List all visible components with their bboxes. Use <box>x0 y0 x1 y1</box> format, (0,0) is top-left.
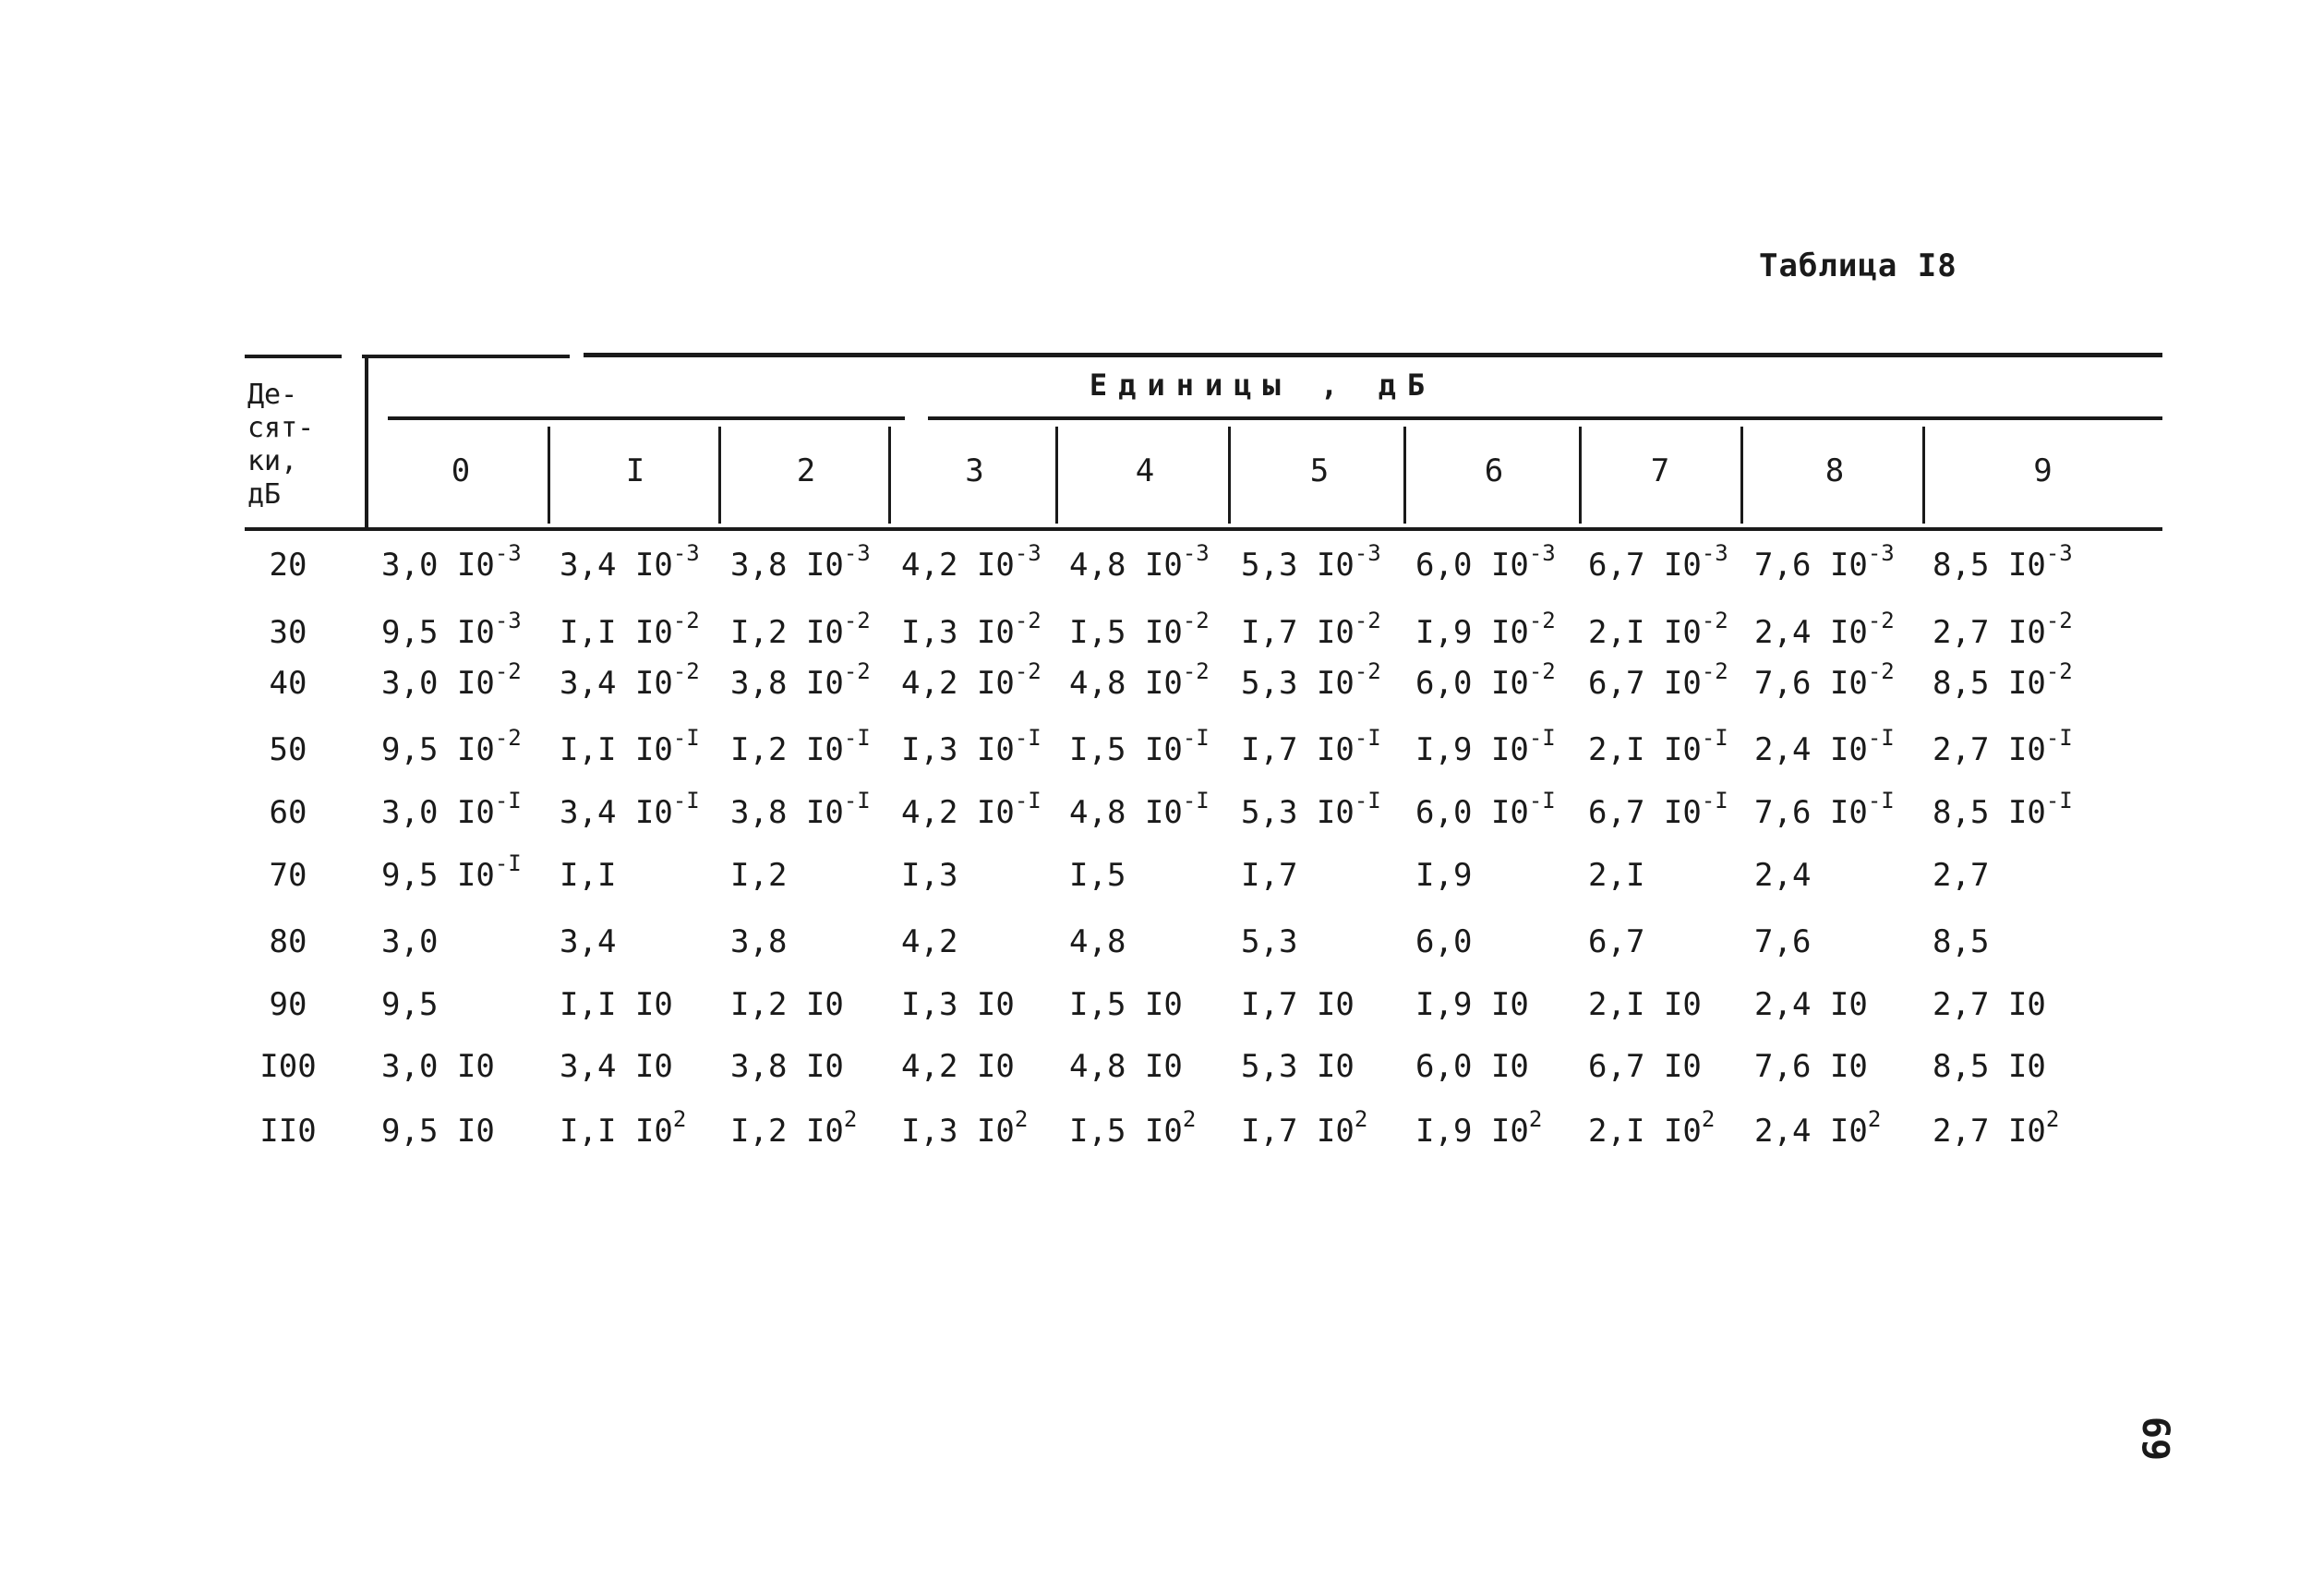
row-label: 30 <box>269 614 307 651</box>
cell-exponent: -I <box>2045 724 2073 751</box>
table-cell <box>1069 857 1126 894</box>
units-underline-right <box>928 416 2162 420</box>
table-cell <box>1069 607 1210 651</box>
cell-mantissa: 3,0 I0 <box>381 547 495 584</box>
table-cell <box>1933 724 2073 768</box>
table-cell <box>381 850 522 894</box>
cell-mantissa: 3,4 <box>560 923 617 960</box>
cell-mantissa: 6,7 I0 <box>1588 665 1702 702</box>
cell-mantissa: 2,I I0 <box>1588 986 1702 1023</box>
table-cell <box>730 857 787 894</box>
cell-mantissa: 6,7 I0 <box>1588 794 1702 831</box>
cell-mantissa: I,9 I0 <box>1415 986 1529 1023</box>
table-cell <box>1415 787 1556 831</box>
cell-mantissa: 6,7 I0 <box>1588 547 1702 584</box>
cell-mantissa: 4,8 I0 <box>1069 794 1183 831</box>
cell-mantissa: I,5 I0 <box>1069 1113 1183 1150</box>
table-cell <box>1415 986 1529 1023</box>
table-cell <box>1241 986 1355 1023</box>
table-cell <box>901 1048 1015 1085</box>
cell-exponent: -2 <box>843 607 871 633</box>
row-label: 50 <box>269 731 307 768</box>
cell-mantissa: 5,3 I0 <box>1241 547 1355 584</box>
cell-mantissa: 9,5 <box>381 986 439 1023</box>
cell-mantissa: 4,8 <box>1069 923 1126 960</box>
table-cell <box>1754 1105 1882 1150</box>
table-cell <box>1241 1105 1368 1150</box>
cell-exponent: -2 <box>1528 607 1556 633</box>
cell-exponent: -I <box>843 724 871 751</box>
table-cell <box>1069 923 1126 960</box>
table-cell <box>901 607 1042 651</box>
row-label: 20 <box>269 547 307 584</box>
row-label: I00 <box>259 1048 317 1085</box>
cell-exponent: -I <box>1182 724 1210 751</box>
table-cell <box>1588 1048 1702 1085</box>
cell-exponent: 2 <box>1528 1105 1543 1132</box>
column-header: 6 <box>1484 452 1504 489</box>
cell-exponent: -2 <box>1354 607 1381 633</box>
cell-mantissa: 8,5 I0 <box>1933 665 2046 702</box>
cell-mantissa: 3,8 I0 <box>730 1048 844 1085</box>
cell-mantissa: 2,I I0 <box>1588 731 1702 768</box>
cell-mantissa: 4,2 I0 <box>901 665 1015 702</box>
table-cell <box>1069 986 1183 1023</box>
table-cell <box>1933 1048 2046 1085</box>
table-cell <box>1754 923 1811 960</box>
table-cell <box>1933 657 2073 702</box>
cell-exponent: -2 <box>1014 657 1042 684</box>
cell-exponent: -I <box>494 850 522 876</box>
cell-mantissa: 9,5 I0 <box>381 731 495 768</box>
cell-exponent: 2 <box>1701 1105 1716 1132</box>
table-cell <box>1754 787 1895 831</box>
cell-mantissa: 2,7 I0 <box>1933 986 2046 1023</box>
cell-mantissa: 2,4 <box>1754 857 1812 894</box>
cell-mantissa: 9,5 I0 <box>381 614 495 651</box>
cell-mantissa: I,7 I0 <box>1241 986 1355 1023</box>
table-cell <box>381 539 522 584</box>
table-cell <box>381 1048 495 1085</box>
table-cell <box>381 657 522 702</box>
cell-mantissa: 6,0 I0 <box>1415 665 1529 702</box>
table-cell <box>1933 857 1989 894</box>
column-header: 5 <box>1309 452 1330 489</box>
table-cell <box>730 1105 858 1150</box>
cell-exponent: -I <box>1182 787 1210 814</box>
cell-mantissa: 8,5 I0 <box>1933 794 2046 831</box>
table-title: Таблица I8 <box>1759 247 1957 284</box>
cell-mantissa: 2,7 <box>1933 857 1990 894</box>
table-cell <box>1415 657 1556 702</box>
cell-mantissa: 4,2 I0 <box>901 547 1015 584</box>
table-cell <box>560 923 616 960</box>
table-cell <box>1754 986 1868 1023</box>
cell-exponent: -3 <box>1014 539 1042 566</box>
cell-mantissa: I,I <box>560 857 617 894</box>
cell-exponent: -I <box>672 787 700 814</box>
table-cell <box>560 607 700 651</box>
cell-exponent: -2 <box>1867 657 1895 684</box>
column-header: I <box>625 452 645 489</box>
table-cell <box>1415 724 1556 768</box>
cell-exponent: -I <box>1867 787 1895 814</box>
table-cell <box>901 857 957 894</box>
table-cell <box>901 923 957 960</box>
col-divider-2 <box>718 427 721 524</box>
cell-exponent: -I <box>1014 787 1042 814</box>
cell-mantissa: 3,8 <box>730 923 788 960</box>
cell-mantissa: I,3 I0 <box>901 986 1015 1023</box>
table-cell <box>1415 607 1556 651</box>
cell-exponent: -I <box>494 787 522 814</box>
cell-mantissa: I,3 I0 <box>901 614 1015 651</box>
cell-mantissa: I,7 <box>1241 857 1298 894</box>
cell-exponent: -2 <box>672 607 700 633</box>
table-cell <box>730 657 871 702</box>
table-cell <box>730 1048 844 1085</box>
table-cell <box>1241 607 1381 651</box>
cell-mantissa: I,2 I0 <box>730 1113 844 1150</box>
cell-mantissa: I,7 I0 <box>1241 614 1355 651</box>
table-cell <box>1415 1048 1529 1085</box>
cell-mantissa: I,3 I0 <box>901 1113 1015 1150</box>
cell-exponent: -3 <box>843 539 871 566</box>
cell-exponent: 2 <box>1182 1105 1197 1132</box>
table-cell <box>1754 1048 1868 1085</box>
cell-mantissa: I,7 I0 <box>1241 731 1355 768</box>
table-cell <box>1933 607 2073 651</box>
cell-mantissa: I,I I0 <box>560 1113 673 1150</box>
table-cell <box>1588 857 1644 894</box>
cell-exponent: -I <box>843 787 871 814</box>
cell-exponent: 2 <box>2045 1105 2060 1132</box>
table-cell <box>901 539 1042 584</box>
cell-mantissa: I,2 I0 <box>730 986 844 1023</box>
cell-mantissa: 2,4 I0 <box>1754 1113 1868 1150</box>
cell-exponent: -3 <box>1528 539 1556 566</box>
cell-mantissa: I,5 I0 <box>1069 731 1183 768</box>
cell-exponent: 2 <box>1354 1105 1368 1132</box>
col-divider-8 <box>1740 427 1743 524</box>
cell-mantissa: 3,4 I0 <box>560 665 673 702</box>
cell-exponent: -2 <box>1182 657 1210 684</box>
table-cell <box>1588 724 1728 768</box>
cell-mantissa: I,2 <box>730 857 788 894</box>
table-cell <box>560 1105 687 1150</box>
column-header: 9 <box>2033 452 2053 489</box>
cell-exponent: -I <box>1528 787 1556 814</box>
cell-mantissa: I,I I0 <box>560 614 673 651</box>
cell-mantissa: 6,0 I0 <box>1415 1048 1529 1085</box>
table-cell <box>560 857 616 894</box>
cell-mantissa: 5,3 I0 <box>1241 1048 1355 1085</box>
table-cell <box>1588 923 1644 960</box>
table-cell <box>1933 986 2046 1023</box>
cell-exponent: -I <box>1354 724 1381 751</box>
table-cell <box>730 787 871 831</box>
units-header: Единицы , дБ <box>1089 368 1437 403</box>
header-bottom-rule <box>245 527 2162 531</box>
cell-mantissa: 3,0 I0 <box>381 794 495 831</box>
table-cell <box>1241 1048 1355 1085</box>
cell-mantissa: 6,0 I0 <box>1415 794 1529 831</box>
table-cell <box>1069 539 1210 584</box>
table-cell <box>901 986 1015 1023</box>
cell-mantissa: 3,4 I0 <box>560 547 673 584</box>
table-cell <box>1241 787 1381 831</box>
column-header: 0 <box>451 452 471 489</box>
cell-mantissa: 3,4 I0 <box>560 1048 673 1085</box>
cell-mantissa: 8,5 I0 <box>1933 1048 2046 1085</box>
table-cell <box>1754 539 1895 584</box>
cell-exponent: -3 <box>2045 539 2073 566</box>
cell-exponent: -3 <box>1182 539 1210 566</box>
column-header: 8 <box>1824 452 1845 489</box>
cell-exponent: 2 <box>843 1105 858 1132</box>
cell-exponent: 2 <box>1867 1105 1882 1132</box>
top-rule-left <box>245 355 342 358</box>
table-cell <box>381 986 438 1023</box>
table-cell <box>560 1048 673 1085</box>
cell-mantissa: 5,3 <box>1241 923 1298 960</box>
decades-header: Де- сят- ки, дБ <box>247 379 315 511</box>
cell-exponent: -I <box>1354 787 1381 814</box>
cell-mantissa: 2,I I0 <box>1588 1113 1702 1150</box>
cell-mantissa: 3,8 I0 <box>730 794 844 831</box>
cell-mantissa: I,5 I0 <box>1069 614 1183 651</box>
cell-mantissa: 9,5 I0 <box>381 857 495 894</box>
column-header: 2 <box>796 452 816 489</box>
cell-exponent: -2 <box>2045 657 2073 684</box>
cell-exponent: -2 <box>494 724 522 751</box>
cell-exponent: -3 <box>1701 539 1728 566</box>
cell-exponent: -2 <box>1701 657 1728 684</box>
cell-mantissa: 4,8 I0 <box>1069 665 1183 702</box>
cell-exponent: -2 <box>2045 607 2073 633</box>
cell-exponent: -I <box>1528 724 1556 751</box>
table-cell <box>1933 787 2073 831</box>
cell-mantissa: 2,7 I0 <box>1933 731 2046 768</box>
table-cell <box>381 607 522 651</box>
cell-mantissa: 2,4 I0 <box>1754 614 1868 651</box>
table-cell <box>730 986 844 1023</box>
table-cell <box>1588 657 1728 702</box>
cell-mantissa: 4,8 I0 <box>1069 547 1183 584</box>
cell-exponent: -2 <box>494 657 522 684</box>
cell-mantissa: I,I I0 <box>560 731 673 768</box>
col-divider-1 <box>548 427 550 524</box>
col-divider-4 <box>1055 427 1058 524</box>
cell-mantissa: 3,8 I0 <box>730 547 844 584</box>
table-cell <box>730 923 787 960</box>
cell-mantissa: I,7 I0 <box>1241 1113 1355 1150</box>
table-cell <box>1069 787 1210 831</box>
cell-exponent: -2 <box>1354 657 1381 684</box>
cell-mantissa: 7,6 I0 <box>1754 794 1868 831</box>
table-cell <box>1933 923 1989 960</box>
table-cell <box>1754 724 1895 768</box>
col-divider-5 <box>1228 427 1231 524</box>
cell-mantissa: I,3 I0 <box>901 731 1015 768</box>
table-cell <box>560 986 673 1023</box>
table-cell <box>1588 986 1702 1023</box>
cell-mantissa: 3,0 I0 <box>381 1048 495 1085</box>
cell-mantissa: I,9 I0 <box>1415 1113 1529 1150</box>
page-number: 69 <box>2134 1416 2177 1462</box>
cell-mantissa: 7,6 I0 <box>1754 1048 1868 1085</box>
cell-mantissa: 6,7 <box>1588 923 1645 960</box>
cell-mantissa: 4,2 <box>901 923 958 960</box>
cell-exponent: -2 <box>1014 607 1042 633</box>
cell-mantissa: I,5 I0 <box>1069 986 1183 1023</box>
cell-mantissa: 2,4 I0 <box>1754 986 1868 1023</box>
cell-exponent: -3 <box>1354 539 1381 566</box>
table-cell <box>1069 1048 1183 1085</box>
cell-exponent: -2 <box>1867 607 1895 633</box>
cell-mantissa: 2,7 I0 <box>1933 614 2046 651</box>
table-cell <box>1754 857 1811 894</box>
cell-mantissa: I,9 I0 <box>1415 614 1529 651</box>
cell-exponent: -3 <box>494 607 522 633</box>
cell-mantissa: I,I I0 <box>560 986 673 1023</box>
table-cell <box>560 657 700 702</box>
table-cell <box>730 539 871 584</box>
table-cell <box>1754 607 1895 651</box>
table-cell <box>1588 539 1728 584</box>
cell-exponent: -I <box>1867 724 1895 751</box>
table-cell <box>381 787 522 831</box>
cell-mantissa: 2,4 I0 <box>1754 731 1868 768</box>
cell-exponent: -I <box>1701 787 1728 814</box>
cell-mantissa: 3,4 I0 <box>560 794 673 831</box>
table-cell <box>381 724 522 768</box>
cell-mantissa: 5,3 I0 <box>1241 665 1355 702</box>
table-cell <box>1415 857 1472 894</box>
cell-exponent: -2 <box>1528 657 1556 684</box>
table-cell <box>730 607 871 651</box>
cell-exponent: -3 <box>672 539 700 566</box>
cell-mantissa: I,5 <box>1069 857 1126 894</box>
table-cell <box>1069 724 1210 768</box>
cell-mantissa: 6,0 I0 <box>1415 547 1529 584</box>
row-label: 40 <box>269 665 307 702</box>
cell-exponent: 2 <box>672 1105 687 1132</box>
cell-mantissa: I,2 I0 <box>730 614 844 651</box>
cell-mantissa: 8,5 I0 <box>1933 547 2046 584</box>
table-cell <box>730 724 871 768</box>
table-cell <box>1588 1105 1716 1150</box>
cell-exponent: -I <box>2045 787 2073 814</box>
cell-exponent: -3 <box>494 539 522 566</box>
row-label: II0 <box>259 1113 317 1150</box>
cell-exponent: -2 <box>843 657 871 684</box>
table-cell <box>560 787 700 831</box>
table-cell <box>1588 787 1728 831</box>
cell-mantissa: 2,7 I0 <box>1933 1113 2046 1150</box>
cell-exponent: -3 <box>1867 539 1895 566</box>
table-cell <box>1241 724 1381 768</box>
cell-mantissa: 3,0 <box>381 923 439 960</box>
row-label: 90 <box>269 986 307 1023</box>
table-cell <box>1588 607 1728 651</box>
table-cell <box>901 787 1042 831</box>
table-cell <box>1415 1105 1543 1150</box>
table-cell <box>560 724 700 768</box>
table-cell <box>1415 923 1472 960</box>
row-label: 70 <box>269 857 307 894</box>
top-rule-right <box>584 353 2162 357</box>
table-cell <box>1241 857 1297 894</box>
cell-mantissa: 7,6 I0 <box>1754 547 1868 584</box>
cell-exponent: -2 <box>672 657 700 684</box>
cell-mantissa: I,3 <box>901 857 958 894</box>
cell-exponent: -I <box>1014 724 1042 751</box>
table-cell <box>1241 657 1381 702</box>
cell-mantissa: I,9 I0 <box>1415 731 1529 768</box>
cell-mantissa: 3,0 I0 <box>381 665 495 702</box>
cell-mantissa: 2,I I0 <box>1588 614 1702 651</box>
row-label: 60 <box>269 794 307 831</box>
table-cell <box>1241 539 1381 584</box>
cell-mantissa: 6,7 I0 <box>1588 1048 1702 1085</box>
column-header: 4 <box>1135 452 1155 489</box>
cell-exponent: -I <box>672 724 700 751</box>
table-cell <box>901 657 1042 702</box>
cell-mantissa: I,9 <box>1415 857 1473 894</box>
cell-mantissa: 9,5 I0 <box>381 1113 495 1150</box>
column-header: 7 <box>1650 452 1670 489</box>
table-cell <box>1754 657 1895 702</box>
units-underline-left <box>388 416 905 420</box>
table-cell <box>381 923 438 960</box>
row-label: 80 <box>269 923 307 960</box>
cell-exponent: 2 <box>1014 1105 1029 1132</box>
table-cell <box>560 539 700 584</box>
table-cell <box>901 724 1042 768</box>
cell-mantissa: 7,6 I0 <box>1754 665 1868 702</box>
table-cell <box>1415 539 1556 584</box>
cell-mantissa: 4,2 I0 <box>901 794 1015 831</box>
cell-mantissa: 6,0 <box>1415 923 1473 960</box>
table-cell <box>1933 539 2073 584</box>
table-cell <box>381 1113 495 1150</box>
cell-exponent: -2 <box>1701 607 1728 633</box>
table-cell <box>1069 657 1210 702</box>
cell-mantissa: 8,5 <box>1933 923 1990 960</box>
cell-mantissa: 5,3 I0 <box>1241 794 1355 831</box>
cell-mantissa: I,2 I0 <box>730 731 844 768</box>
column-header: 3 <box>965 452 984 489</box>
table-cell <box>1241 923 1297 960</box>
cell-mantissa: 4,8 I0 <box>1069 1048 1183 1085</box>
top-rule-mid <box>362 355 570 358</box>
cell-mantissa: 7,6 <box>1754 923 1812 960</box>
cell-mantissa: 2,I <box>1588 857 1645 894</box>
table-cell <box>1933 1105 2060 1150</box>
table-cell <box>901 1105 1029 1150</box>
cell-mantissa: 4,2 I0 <box>901 1048 1015 1085</box>
cell-exponent: -2 <box>1182 607 1210 633</box>
cell-exponent: -I <box>1701 724 1728 751</box>
table-cell <box>1069 1105 1197 1150</box>
cell-mantissa: 3,8 I0 <box>730 665 844 702</box>
